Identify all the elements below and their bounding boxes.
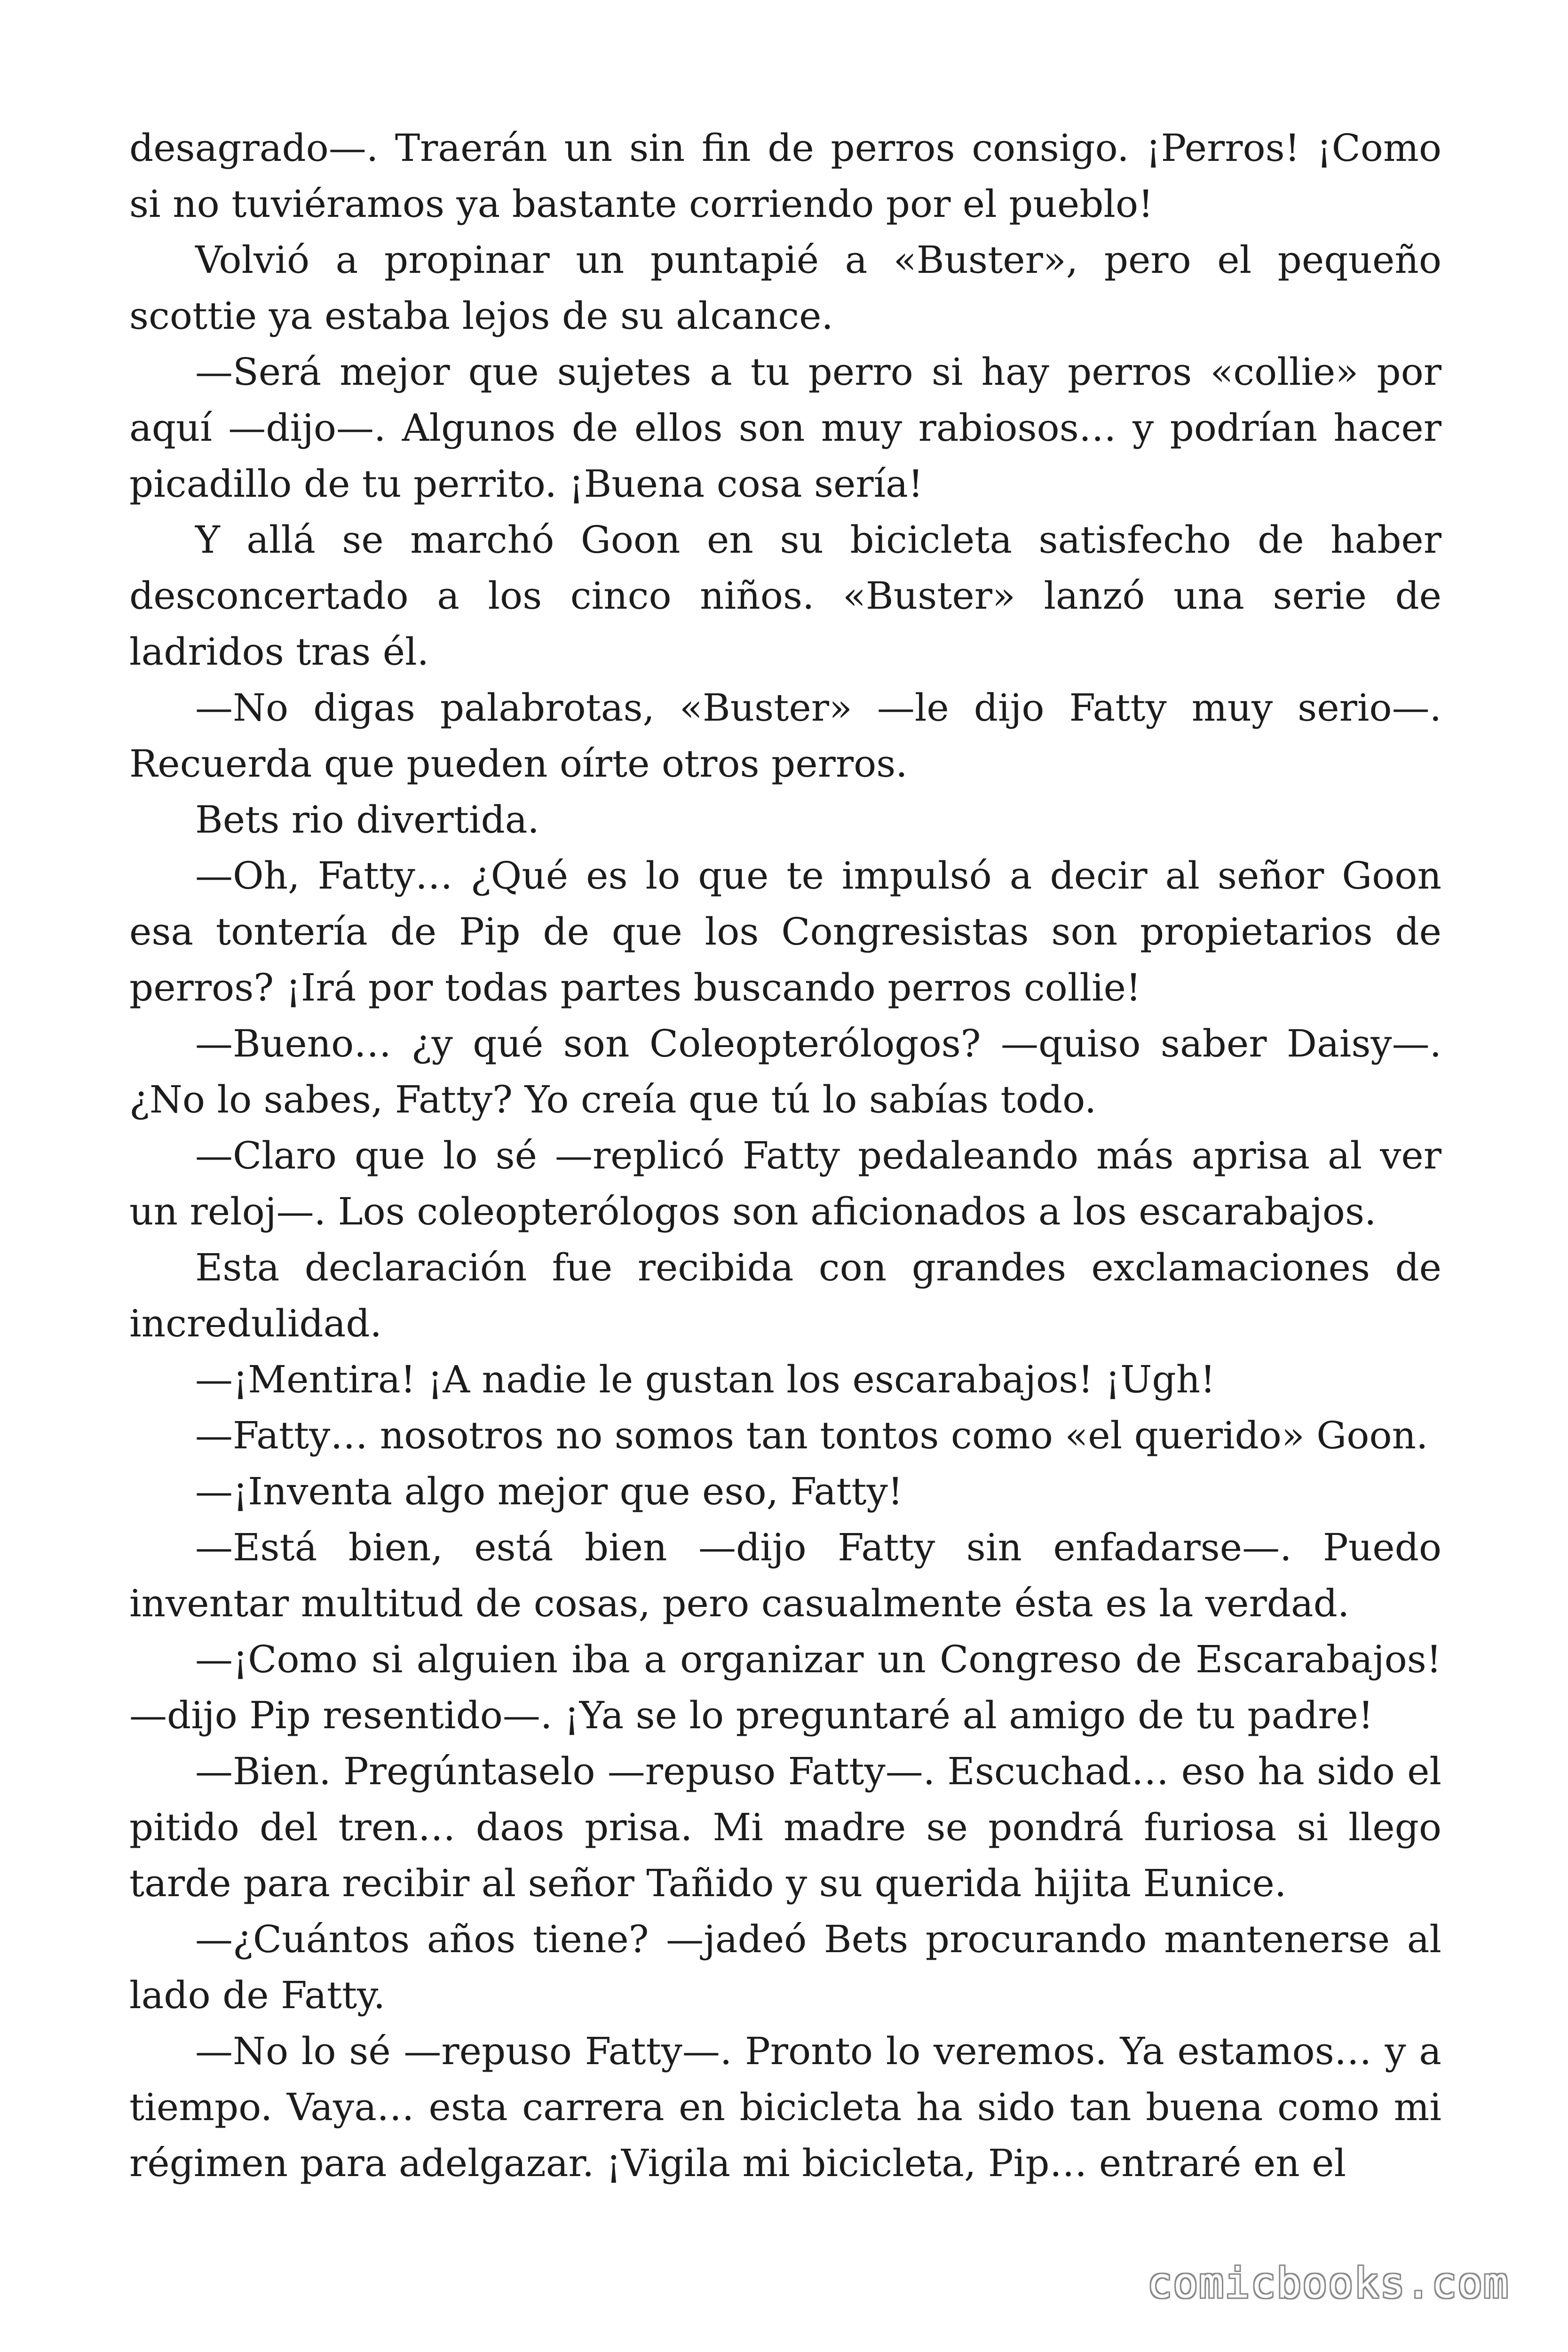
paragraph: Volvió a propinar un puntapié a «Buster», pero el pequeño scottie ya estaba lejos de su alcance.: [129, 238, 1441, 338]
paragraph: Y allá se marchó Goon en su bicicleta satisfecho de haber desconcertado a los cinco niños. «Buster» lanzó una serie de ladridos tras él.: [129, 518, 1441, 674]
paragraph: —¿Cuántos años tiene? —jadeó Bets procurando mantenerse al lado de Fatty.: [129, 1917, 1441, 2017]
paragraph: —No digas palabrotas, «Buster» —le dijo Fatty muy serio—. Recuerda que pueden oírte otros perros.: [129, 686, 1441, 786]
paragraph: desagrado—. Traerán un sin fin de perros consigo. ¡Perros! ¡Como si no tuviéramos ya bastante corriendo por el pueblo!: [129, 126, 1441, 226]
paragraph: —¡Como si alguien iba a organizar un Congreso de Escarabajos! —dijo Pip resentido—. ¡Ya se lo preguntaré al amigo de tu padre!: [129, 1637, 1441, 1737]
body-text: [129, 120, 1441, 2191]
paragraph: —¡Mentira! ¡A nadie le gustan los escarabajos! ¡Ugh!: [195, 1358, 1216, 1401]
paragraph: —¡Inventa algo mejor que eso, Fatty!: [195, 1470, 903, 1513]
watermark: comicbooks.com: [1147, 2259, 1509, 2307]
paragraph: —No lo sé —repuso Fatty—. Pronto lo veremos. Ya estamos… y a tiempo. Vaya… esta carrera en bicicleta ha sido tan buena como mi régimen para adelgazar. ¡Vigila mi bicicleta, Pip… entraré en el: [129, 2029, 1441, 2185]
paragraph: —Oh, Fatty… ¿Qué es lo que te impulsó a decir al señor Goon esa tontería de Pip de que los Congresistas son propietarios de perros? ¡Irá por todas partes buscando perros collie!: [129, 854, 1441, 1009]
paragraph: —Claro que lo sé —replicó Fatty pedaleando más aprisa al ver un reloj—. Los coleopterólogos son aficionados a los escarabajos.: [129, 1134, 1441, 1233]
paragraph: —Bien. Pregúntaselo —repuso Fatty—. Escuchad… eso ha sido el pitido del tren… daos prisa. Mi madre se pondrá furiosa si llego tarde para recibir al señor Tañido y su querida hijita Eunice.: [129, 1749, 1441, 1905]
paragraph: —Fatty… nosotros no somos tan tontos como «el querido» Goon.: [195, 1414, 1428, 1457]
paragraph: —Bueno… ¿y qué son Coleopterólogos? —quiso saber Daisy—. ¿No lo sabes, Fatty? Yo creía que tú lo sabías todo.: [129, 1022, 1441, 1121]
paragraph: Esta declaración fue recibida con grandes exclamaciones de incredulidad.: [129, 1246, 1441, 1345]
paragraph: Bets rio divertida.: [195, 798, 539, 842]
paragraph: —Será mejor que sujetes a tu perro si hay perros «collie» por aquí —dijo—. Algunos de ellos son muy rabiosos… y podrían hacer picadillo de tu perrito. ¡Buena cosa sería!: [129, 350, 1441, 506]
paragraph: —Está bien, está bien —dijo Fatty sin enfadarse—. Puedo inventar multitud de cosas, pero casualmente ésta es la verdad.: [129, 1526, 1441, 1625]
